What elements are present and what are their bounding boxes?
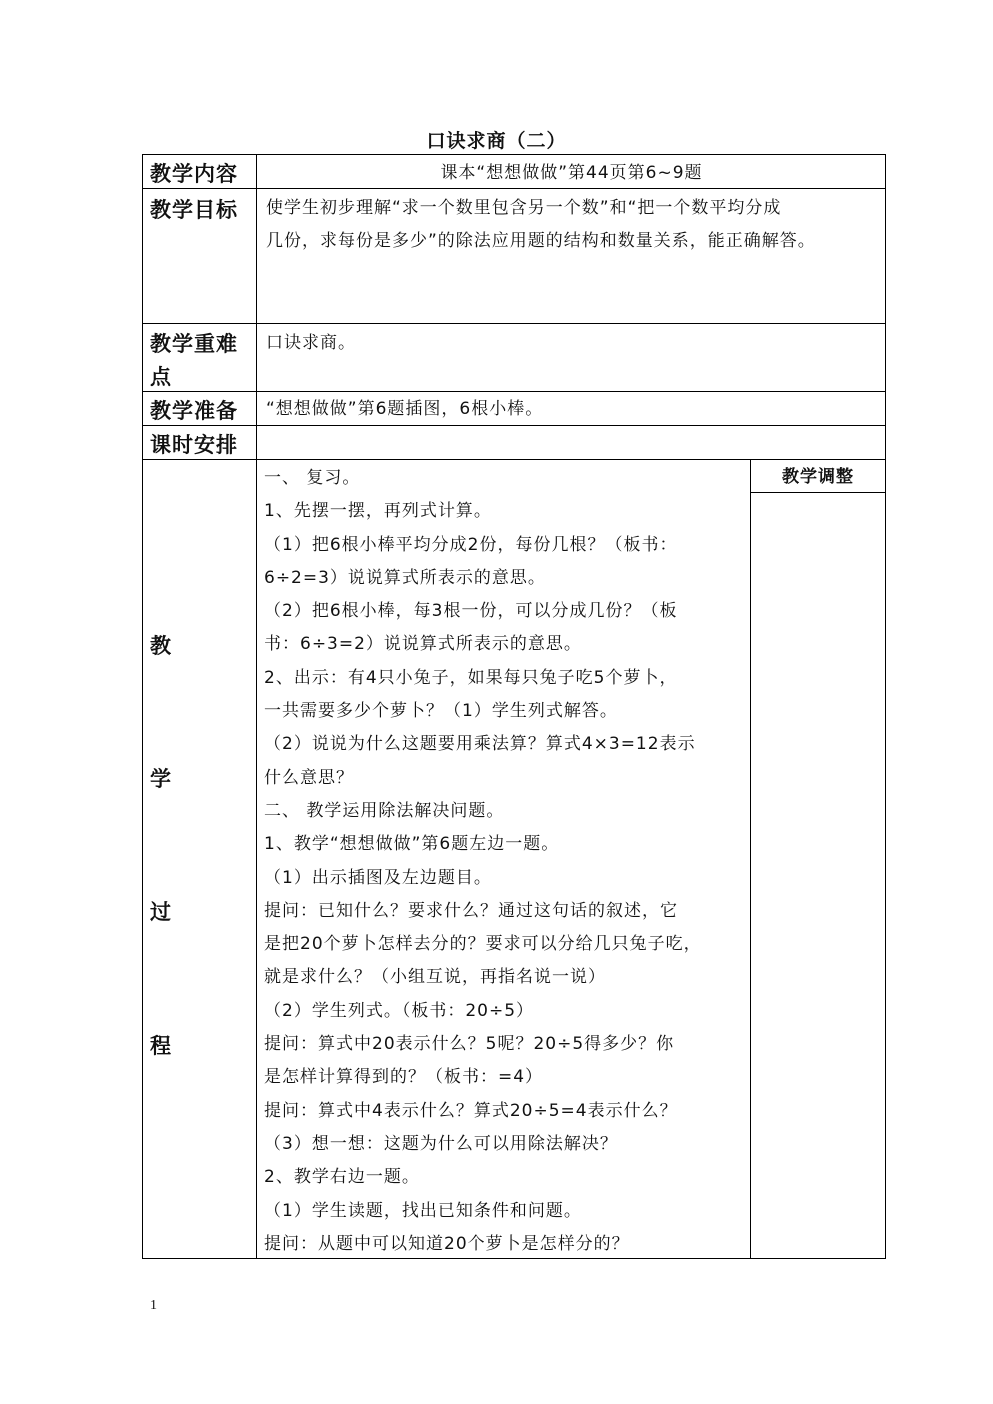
process-line: （1）出示插图及左边题目。 (264, 867, 492, 888)
process-line: （1）把6根小棒平均分成2份，每份几根？（板书： (264, 534, 678, 555)
schedule-label: 课时安排 (150, 433, 238, 457)
process-line: 提问：从题中可以知道20个萝卜是怎样分的？ (264, 1233, 630, 1254)
process-line: 什么意思？ (264, 767, 354, 788)
preparation-label: 教学准备 (150, 399, 238, 423)
key-points-label: 教学重难 (150, 332, 238, 356)
adjust-column-divider (750, 459, 751, 1258)
objective-line: 几份，求每份是多少”的除法应用题的结构和数量关系，能正确解答。 (266, 231, 816, 251)
process-line: 6÷2=3）说说算式所表示的意思。 (264, 567, 546, 588)
content-value: 课本“想想做做”第44页第6~9题 (440, 163, 703, 183)
process-line: 提问：算式中4表示什么？算式20÷5=4表示什么？ (264, 1100, 678, 1121)
process-content (264, 462, 746, 1261)
process-line: 1、教学“想想做做”第6题左边一题。 (264, 834, 560, 855)
process-label-char: 程 (150, 1034, 171, 1058)
row-divider (143, 188, 885, 189)
key-points-label-cont: 点 (150, 365, 172, 389)
adjust-header-divider (750, 492, 885, 493)
page-number: 1 (150, 1298, 157, 1313)
content-label: 教学内容 (150, 162, 238, 186)
preparation-value: “想想做做”第6题插图，6根小棒。 (266, 399, 544, 419)
process-line: 2、教学右边一题。 (264, 1167, 420, 1188)
process-line: （1）学生读题，找出已知条件和问题。 (264, 1200, 582, 1221)
process-line: （2）学生列式。（板书：20÷5） (264, 1000, 535, 1021)
row-divider (143, 459, 885, 460)
process-line: （2）说说为什么这题要用乘法算？算式4×3=12表示 (264, 734, 696, 755)
process-line: 一共需要多少个萝卜？（1）学生列式解答。 (264, 701, 618, 722)
process-line: 是把20个萝卜怎样去分的？要求可以分给几只兔子吃， (264, 934, 702, 955)
process-line: 是怎样计算得到的？（板书：=4） (264, 1067, 544, 1088)
process-line: 二、 教学运用除法解决问题。 (264, 800, 505, 821)
page-title: 口诀求商（二） (426, 130, 567, 152)
process-label-char: 过 (150, 900, 171, 924)
process-label-char: 学 (150, 767, 171, 791)
process-line: 提问：算式中20表示什么？5呢？20÷5得多少？你 (264, 1034, 675, 1055)
process-line: （3）想一想：这题为什么可以用除法解决？ (264, 1133, 618, 1154)
process-line: （2）把6根小棒，每3根一份，可以分成几份？（板 (264, 601, 678, 622)
process-line: 一、 复习。 (264, 468, 361, 488)
row-divider (143, 391, 885, 392)
process-line: 书：6÷3=2）说说算式所表示的意思。 (264, 634, 582, 655)
row-divider (143, 323, 885, 324)
key-points-value: 口诀求商。 (266, 333, 356, 353)
adjust-column-header: 教学调整 (782, 467, 854, 487)
process-line: 1、先摆一摆，再列式计算。 (264, 501, 492, 522)
objective-line: 使学生初步理解“求一个数里包含另一个数”和“把一个数平均分成 (266, 198, 782, 218)
process-line: 2、出示：有4只小兔子，如果每只兔子吃5个萝卜， (264, 667, 678, 688)
objective-label: 教学目标 (150, 198, 238, 222)
process-line: 提问：已知什么？要求什么？通过这句话的叙述，它 (264, 900, 678, 921)
process-line: 就是求什么？（小组互说，再指名说一说） (264, 967, 606, 988)
label-column-divider (256, 155, 257, 1258)
process-label-char: 教 (150, 634, 171, 658)
